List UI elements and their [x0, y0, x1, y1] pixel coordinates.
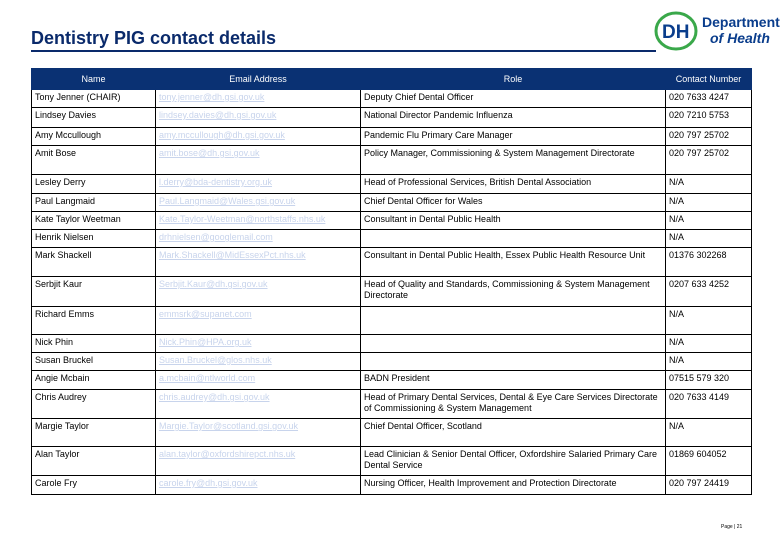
contact-email[interactable]: alan.taylor@oxfordshirepct.nhs.uk: [156, 447, 361, 476]
table-row: [32, 277, 752, 307]
table-row: [32, 353, 752, 371]
contact-number: N/A: [666, 353, 752, 371]
contact-number: 020 797 25702: [666, 128, 752, 146]
contact-role: [361, 353, 666, 371]
contact-name: Paul Langmaid: [32, 194, 156, 212]
contact-email[interactable]: Paul.Langmaid@Wales.gsi.gov.uk: [156, 194, 361, 212]
contact-role: Pandemic Flu Primary Care Manager: [361, 128, 666, 146]
table-row: [32, 128, 752, 146]
contact-email[interactable]: a.mcbain@ntlworld.com: [156, 371, 361, 390]
contact-number: N/A: [666, 212, 752, 230]
contact-role: Chief Dental Officer, Scotland: [361, 419, 666, 447]
contact-name: Angie Mcbain: [32, 371, 156, 390]
contact-role: Consultant in Dental Public Health: [361, 212, 666, 230]
dh-logo-text: [702, 14, 780, 46]
contact-number: N/A: [666, 230, 752, 248]
table-row: [32, 146, 752, 175]
table-row: [32, 419, 752, 447]
contact-email[interactable]: Susan.Bruckel@glos.nhs.uk: [156, 353, 361, 371]
contact-role: [361, 307, 666, 335]
header-name: Name: [32, 69, 156, 90]
contact-number: 0207 633 4252: [666, 277, 752, 307]
contact-number: 07515 579 320: [666, 371, 752, 390]
contact-role: Lead Clinician & Senior Dental Officer, Oxfordshire Salaried Primary Care Dental Service: [361, 447, 666, 476]
contact-name: Amit Bose: [32, 146, 156, 175]
table-row: [32, 335, 752, 353]
contact-name: Margie Taylor: [32, 419, 156, 447]
contact-name: Susan Bruckel: [32, 353, 156, 371]
contact-name: Alan Taylor: [32, 447, 156, 476]
contact-email[interactable]: chris.audrey@dh.gsi.gov.uk: [156, 390, 361, 419]
table-row: [32, 194, 752, 212]
contact-number: N/A: [666, 175, 752, 194]
table-row: [32, 390, 752, 419]
contact-number: 01376 302268: [666, 248, 752, 277]
page-number: Page | 21: [721, 524, 743, 530]
contact-name: Kate Taylor Weetman: [32, 212, 156, 230]
table-row: [32, 90, 752, 108]
contact-name: Chris Audrey: [32, 390, 156, 419]
header-row: [32, 69, 752, 90]
contact-name: Lesley Derry: [32, 175, 156, 194]
dh-logo: [654, 10, 780, 54]
contact-number: N/A: [666, 419, 752, 447]
contact-name: Richard Emms: [32, 307, 156, 335]
dh-logo-mark: [654, 10, 700, 52]
contact-name: Mark Shackell: [32, 248, 156, 277]
contact-role: National Director Pandemic Influenza: [361, 108, 666, 128]
contact-role: Policy Manager, Commissioning & System Management Directorate: [361, 146, 666, 175]
contact-role: [361, 230, 666, 248]
contact-role: Nursing Officer, Health Improvement and Protection Directorate: [361, 476, 666, 495]
contact-name: Serbjit Kaur: [32, 277, 156, 307]
contact-email[interactable]: amy.mccullough@dh.gsi.gov.uk: [156, 128, 361, 146]
contact-email[interactable]: lindsey.davies@dh.gsi.gov.uk: [156, 108, 361, 128]
logo-line-2: of Health: [710, 30, 770, 46]
header-contact-number: Contact Number: [666, 69, 752, 90]
contact-email[interactable]: tony.jenner@dh.gsi.gov.uk: [156, 90, 361, 108]
contact-number: 01869 604052: [666, 447, 752, 476]
table-row: [32, 212, 752, 230]
contact-number: N/A: [666, 307, 752, 335]
contact-email[interactable]: Nick.Phin@HPA.org.uk: [156, 335, 361, 353]
contact-role: Chief Dental Officer for Wales: [361, 194, 666, 212]
logo-line-1: Department: [702, 14, 780, 30]
contact-email[interactable]: Mark.Shackell@MidEssexPct.nhs.uk: [156, 248, 361, 277]
page-title: Dentistry PIG contact details: [31, 28, 277, 48]
header-email: Email Address: [156, 69, 361, 90]
contact-role: BADN President: [361, 371, 666, 390]
contact-role: Head of Professional Services, British Dental Association: [361, 175, 666, 194]
table-row: [32, 476, 752, 495]
contact-email[interactable]: Margie.Taylor@scotland.gsi.gov.uk: [156, 419, 361, 447]
header-role: Role: [361, 69, 666, 90]
contact-number: 020 797 24419: [666, 476, 752, 495]
table-row: [32, 307, 752, 335]
contact-name: Henrik Nielsen: [32, 230, 156, 248]
contact-role: Head of Primary Dental Services, Dental & Eye Care Services Directorate of Commissioning & System Management: [361, 390, 666, 419]
contact-email[interactable]: Kate.Taylor-Weetman@northstaffs.nhs.uk: [156, 212, 361, 230]
contact-name: Nick Phin: [32, 335, 156, 353]
title-underline: [31, 50, 656, 52]
contact-number: 020 797 25702: [666, 146, 752, 175]
contact-number: 020 7633 4247: [666, 90, 752, 108]
contact-role: Head of Quality and Standards, Commissioning & System Management Directorate: [361, 277, 666, 307]
contact-number: 020 7633 4149: [666, 390, 752, 419]
table-row: [32, 248, 752, 277]
contact-email[interactable]: carole.fry@dh.gsi.gov.uk: [156, 476, 361, 495]
table-row: [32, 447, 752, 476]
contact-role: Deputy Chief Dental Officer: [361, 90, 666, 108]
table-row: [32, 371, 752, 390]
contact-name: Carole Fry: [32, 476, 156, 495]
svg-text:DH: DH: [662, 22, 690, 43]
contact-name: Tony Jenner (CHAIR): [32, 90, 156, 108]
contact-number: N/A: [666, 194, 752, 212]
contact-email[interactable]: emmsrk@supanet.com: [156, 307, 361, 335]
contacts-table: [31, 68, 752, 495]
table-row: [32, 175, 752, 194]
contact-name: Lindsey Davies: [32, 108, 156, 128]
contact-role: [361, 335, 666, 353]
contact-email[interactable]: drhnielsen@googlemail.com: [156, 230, 361, 248]
contact-name: Amy Mccullough: [32, 128, 156, 146]
table-row: [32, 230, 752, 248]
contact-email[interactable]: l.derry@bda-dentistry.org.uk: [156, 175, 361, 194]
contact-number: N/A: [666, 335, 752, 353]
table-row: [32, 108, 752, 128]
contact-role: Consultant in Dental Public Health, Essex Public Health Resource Unit: [361, 248, 666, 277]
contact-email[interactable]: Serbjit.Kaur@dh.gsi.gov.uk: [156, 277, 361, 307]
contact-email[interactable]: amit.bose@dh.gsi.gov.uk: [156, 146, 361, 175]
contact-number: 020 7210 5753: [666, 108, 752, 128]
